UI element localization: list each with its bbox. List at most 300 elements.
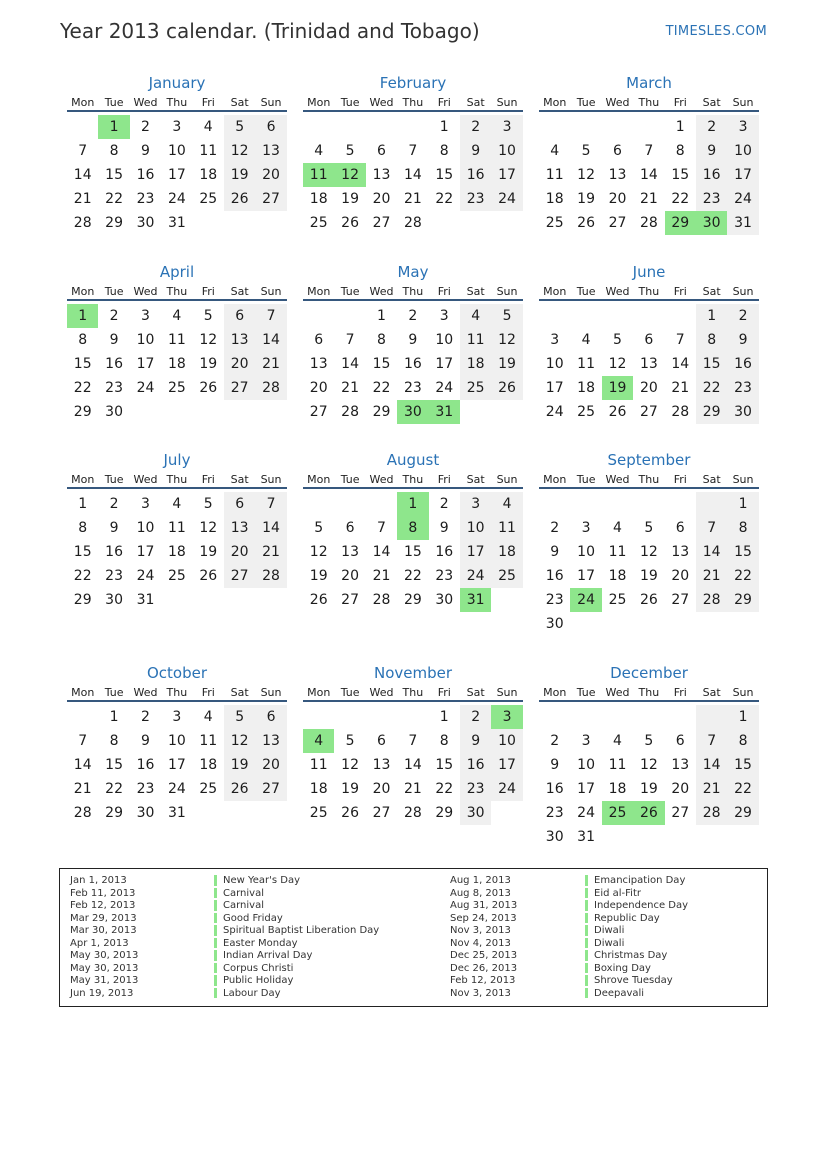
weekday-label: Sun (496, 96, 518, 109)
day-cell: 14 (696, 753, 727, 777)
weekday-header (539, 473, 759, 489)
day-cell: 18 (309, 191, 328, 207)
day-cell: 17 (460, 540, 491, 564)
day-cell: 21 (372, 568, 391, 584)
empty-day-cell (303, 304, 334, 328)
day-cell: 23 (403, 380, 422, 396)
day-cell: 15 (435, 167, 454, 183)
day-cell: 28 (255, 564, 286, 588)
empty-day-cell (366, 115, 397, 139)
day-cell: 13 (255, 729, 286, 753)
weekday-label: Mon (307, 686, 331, 699)
day-cell: 15 (403, 544, 422, 560)
day-cell: 27 (224, 564, 255, 588)
day-cell: 8 (675, 143, 685, 159)
day-cell: 8 (109, 143, 119, 159)
day-cell: 2 (550, 733, 560, 749)
empty-day-cell (570, 115, 601, 139)
day-cell: 14 (403, 167, 422, 183)
day-cell: 17 (577, 568, 595, 584)
day-cell: 3 (141, 308, 150, 324)
day-cell: 10 (167, 143, 186, 159)
day-cell: 8 (78, 332, 88, 348)
day-cell: 15 (105, 167, 123, 183)
day-cell: 10 (435, 332, 454, 348)
month-title: October (146, 664, 208, 682)
holiday-day-cell: 19 (602, 376, 633, 400)
day-cell: 29 (105, 805, 123, 821)
weekday-label: Sat (230, 686, 249, 699)
day-cell: 1 (727, 492, 758, 516)
day-cell: 7 (255, 304, 286, 328)
day-cell: 14 (372, 544, 391, 560)
weekday-label: Sun (260, 473, 282, 486)
day-cell: 5 (314, 520, 324, 536)
weekday-label: Wed (605, 285, 630, 298)
weekday-label: Fri (437, 96, 451, 109)
day-cell: 13 (341, 544, 359, 560)
empty-day-cell (539, 492, 570, 516)
day-cell: 17 (577, 781, 595, 797)
day-cell: 16 (696, 163, 727, 187)
month-march (539, 72, 759, 235)
empty-day-cell (602, 304, 633, 328)
month-july (67, 449, 287, 612)
day-cell: 20 (608, 191, 627, 207)
site-link[interactable]: TIMESLES.COM (665, 24, 767, 39)
holiday-date: Jun 19, 2013 (70, 987, 134, 999)
day-cell: 9 (727, 328, 758, 352)
day-cell: 21 (255, 540, 286, 564)
day-cell: 13 (372, 167, 391, 183)
day-cell: 12 (608, 356, 627, 372)
day-cell: 20 (309, 380, 328, 396)
day-cell: 22 (727, 777, 758, 801)
day-cell: 11 (309, 757, 328, 773)
day-cell: 16 (105, 356, 123, 372)
day-cell: 10 (491, 139, 522, 163)
holiday-date: May 31, 2013 (70, 975, 139, 986)
day-cell: 22 (696, 376, 727, 400)
day-cell: 25 (309, 215, 328, 231)
day-cell: 23 (136, 781, 155, 797)
day-cell: 12 (309, 544, 328, 560)
day-cell: 4 (172, 496, 182, 512)
empty-day-cell (67, 115, 98, 139)
day-cell: 20 (255, 163, 286, 187)
weekday-label: Fri (673, 285, 687, 298)
day-cell: 25 (167, 380, 186, 396)
empty-day-cell (397, 115, 428, 139)
day-cell: 14 (671, 356, 690, 372)
day-cell: 29 (727, 588, 758, 612)
day-cell: 23 (727, 376, 758, 400)
day-cell: 25 (460, 376, 491, 400)
empty-day-cell (570, 705, 601, 729)
day-cell: 23 (435, 568, 454, 584)
holiday-day-cell: 12 (334, 163, 365, 187)
empty-day-cell (303, 492, 334, 516)
weekday-label: Wed (605, 686, 630, 699)
weekday-label: Wed (605, 96, 630, 109)
day-cell: 3 (439, 308, 449, 324)
holiday-name: Independence Day (594, 900, 689, 911)
holiday-dates-right (450, 875, 517, 1000)
weekday-label: Sun (260, 285, 282, 298)
day-cell: 20 (341, 568, 359, 584)
weekday-label: Mon (543, 473, 567, 486)
month-title: February (379, 74, 447, 92)
day-cell: 14 (341, 356, 359, 372)
day-cell: 22 (105, 191, 123, 207)
day-cell: 2 (109, 308, 119, 324)
holiday-marker (214, 938, 217, 951)
weekday-label: Sat (466, 473, 485, 486)
weekday-label: Sun (496, 686, 518, 699)
day-cell: 17 (136, 356, 155, 372)
weekday-label: Tue (340, 285, 360, 298)
day-cell: 3 (141, 496, 150, 512)
holiday-name: Carnival (223, 900, 264, 911)
day-cell: 3 (491, 115, 522, 139)
weekday-label: Wed (369, 285, 394, 298)
day-cell: 27 (255, 777, 286, 801)
day-grid (303, 304, 523, 424)
day-cell: 21 (341, 380, 359, 396)
day-grid (303, 705, 523, 825)
day-cell: 23 (696, 187, 727, 211)
day-cell: 27 (671, 592, 690, 608)
day-cell: 29 (105, 215, 123, 231)
weekday-label: Tue (576, 96, 596, 109)
holiday-dates-left (70, 875, 138, 1000)
day-cell: 29 (696, 400, 727, 424)
holiday-name: Shrove Tuesday (594, 975, 673, 986)
day-cell: 21 (696, 777, 727, 801)
day-cell: 30 (105, 592, 123, 608)
day-cell: 18 (608, 568, 627, 584)
holiday-day-cell: 1 (67, 304, 98, 328)
empty-day-cell (570, 492, 601, 516)
day-cell: 18 (167, 544, 186, 560)
empty-day-cell (67, 705, 98, 729)
weekday-label: Mon (307, 473, 331, 486)
weekday-label: Thu (166, 285, 188, 298)
day-cell: 13 (671, 757, 690, 773)
month-title: January (148, 74, 206, 92)
day-cell: 10 (136, 520, 155, 536)
weekday-label: Tue (104, 285, 124, 298)
day-cell: 12 (199, 520, 218, 536)
day-cell: 5 (345, 733, 355, 749)
day-cell: 10 (577, 544, 595, 560)
day-cell: 14 (73, 757, 92, 773)
weekday-label: Mon (71, 285, 95, 298)
weekday-label: Sat (230, 473, 249, 486)
weekday-label: Thu (402, 686, 424, 699)
month-august (303, 449, 523, 612)
holiday-name: Carnival (223, 887, 264, 899)
holiday-day-cell: 26 (633, 801, 664, 825)
day-cell: 18 (491, 540, 522, 564)
day-cell: 12 (341, 757, 359, 773)
holiday-marker (585, 963, 588, 976)
empty-day-cell (602, 115, 633, 139)
weekday-label: Fri (437, 686, 451, 699)
weekday-label: Wed (369, 686, 394, 699)
day-cell: 20 (639, 380, 658, 396)
day-cell: 24 (545, 404, 564, 420)
day-cell: 22 (73, 380, 92, 396)
day-cell: 11 (167, 332, 186, 348)
holiday-marker (214, 900, 217, 913)
day-cell: 28 (73, 215, 92, 231)
empty-day-cell (665, 705, 696, 729)
day-cell: 25 (199, 191, 218, 207)
day-cell: 10 (491, 729, 522, 753)
day-cell: 16 (545, 781, 564, 797)
day-cell: 21 (639, 191, 658, 207)
day-cell: 16 (545, 568, 564, 584)
day-cell: 6 (613, 143, 622, 159)
weekday-label: Tue (576, 686, 596, 699)
day-cell: 4 (581, 332, 591, 348)
weekday-label: Mon (543, 686, 567, 699)
day-cell: 17 (727, 163, 758, 187)
weekday-label: Tue (340, 96, 360, 109)
day-cell: 28 (639, 215, 658, 231)
day-cell: 17 (435, 356, 454, 372)
weekday-label: Sun (732, 96, 754, 109)
empty-day-cell (602, 492, 633, 516)
month-title: December (610, 664, 688, 682)
day-cell: 26 (199, 380, 218, 396)
weekday-header (67, 686, 287, 702)
day-cell: 31 (727, 211, 758, 235)
weekday-label: Thu (166, 96, 188, 109)
day-cell: 6 (345, 520, 355, 536)
day-cell: 21 (255, 352, 286, 376)
day-cell: 30 (105, 404, 123, 420)
day-cell: 11 (577, 356, 595, 372)
holiday-names-left (223, 875, 379, 1000)
day-cell: 7 (696, 516, 727, 540)
day-cell: 4 (203, 119, 213, 135)
day-grid (67, 304, 287, 424)
day-cell: 26 (224, 187, 255, 211)
holiday-marker (585, 925, 588, 938)
day-cell: 25 (577, 404, 595, 420)
weekday-label: Sun (496, 285, 518, 298)
weekday-label: Sun (260, 96, 282, 109)
month-november (303, 662, 523, 825)
holiday-day-cell: 29 (665, 211, 696, 235)
empty-day-cell (570, 304, 601, 328)
holiday-date: Mar 29, 2013 (70, 912, 137, 924)
day-grid (67, 492, 287, 612)
day-cell: 15 (696, 352, 727, 376)
day-cell: 22 (727, 564, 758, 588)
day-cell: 19 (199, 356, 218, 372)
day-cell: 5 (224, 705, 255, 729)
day-cell: 7 (78, 143, 88, 159)
holiday-name: Corpus Christi (223, 962, 294, 974)
holiday-date: Feb 12, 2013 (450, 975, 516, 986)
day-cell: 26 (639, 592, 658, 608)
holiday-name: Indian Arrival Day (223, 950, 313, 961)
day-cell: 21 (73, 191, 92, 207)
day-cell: 24 (727, 187, 758, 211)
day-cell: 21 (403, 191, 422, 207)
weekday-label: Mon (71, 686, 95, 699)
weekday-label: Sat (230, 96, 249, 109)
day-cell: 20 (224, 540, 255, 564)
day-cell: 3 (581, 520, 591, 536)
day-cell: 12 (639, 544, 658, 560)
weekday-label: Tue (104, 686, 124, 699)
day-cell: 3 (172, 709, 182, 725)
empty-day-cell (334, 115, 365, 139)
day-cell: 22 (435, 781, 454, 797)
day-cell: 11 (199, 143, 218, 159)
weekday-header (67, 285, 287, 301)
holiday-marker (214, 888, 217, 901)
day-cell: 31 (167, 805, 186, 821)
day-cell: 20 (372, 781, 391, 797)
day-cell: 4 (460, 304, 491, 328)
holiday-marker (585, 913, 588, 926)
day-cell: 27 (639, 404, 658, 420)
weekday-label: Thu (402, 96, 424, 109)
month-title: July (163, 451, 191, 469)
day-cell: 1 (675, 119, 685, 135)
holiday-marker (214, 963, 217, 976)
day-cell: 7 (255, 492, 286, 516)
day-cell: 24 (167, 191, 186, 207)
holiday-name: Public Holiday (223, 975, 294, 986)
weekday-label: Sat (702, 285, 721, 298)
day-cell: 8 (439, 143, 449, 159)
day-grid (67, 705, 287, 825)
day-cell: 9 (460, 729, 491, 753)
holiday-day-cell: 30 (696, 211, 727, 235)
day-grid (539, 115, 759, 235)
day-cell: 23 (460, 777, 491, 801)
page-title: Year 2013 calendar. (Trinidad and Tobago) (60, 19, 480, 43)
day-cell: 2 (141, 709, 150, 725)
holiday-day-cell: 31 (460, 588, 491, 612)
day-cell: 14 (639, 167, 658, 183)
day-cell: 30 (460, 801, 491, 825)
holiday-date: May 30, 2013 (70, 950, 139, 961)
holiday-marker (214, 875, 217, 888)
day-cell: 26 (199, 568, 218, 584)
day-cell: 14 (255, 516, 286, 540)
weekday-label: Sun (732, 686, 754, 699)
day-cell: 2 (460, 705, 491, 729)
day-cell: 21 (403, 781, 422, 797)
day-cell: 19 (309, 568, 328, 584)
day-cell: 19 (577, 191, 595, 207)
day-grid (539, 304, 759, 424)
day-cell: 2 (408, 308, 418, 324)
day-cell: 2 (460, 115, 491, 139)
weekday-label: Thu (402, 285, 424, 298)
holiday-marker (585, 900, 588, 913)
weekday-header (303, 473, 523, 489)
day-cell: 28 (73, 805, 92, 821)
empty-day-cell (665, 492, 696, 516)
day-cell: 27 (372, 215, 391, 231)
day-cell: 16 (727, 352, 758, 376)
day-cell: 6 (255, 705, 286, 729)
weekday-label: Fri (673, 96, 687, 109)
day-cell: 17 (136, 544, 155, 560)
day-cell: 5 (203, 308, 213, 324)
day-cell: 24 (136, 568, 155, 584)
weekday-label: Mon (543, 285, 567, 298)
empty-day-cell (633, 705, 664, 729)
day-cell: 19 (224, 753, 255, 777)
holiday-name: Labour Day (223, 987, 281, 999)
holiday-day-cell: 3 (491, 705, 522, 729)
weekday-label: Sun (496, 473, 518, 486)
holiday-date: Aug 1, 2013 (450, 875, 511, 886)
day-cell: 22 (403, 568, 422, 584)
day-cell: 26 (341, 215, 359, 231)
day-cell: 2 (141, 119, 150, 135)
day-cell: 29 (372, 404, 391, 420)
day-cell: 13 (639, 356, 658, 372)
day-cell: 29 (73, 592, 92, 608)
day-cell: 13 (224, 516, 255, 540)
day-cell: 6 (675, 733, 685, 749)
day-cell: 9 (550, 757, 560, 773)
holiday-date: Feb 11, 2013 (70, 887, 136, 899)
holiday-marker (585, 975, 588, 988)
weekday-header (539, 96, 759, 112)
day-cell: 9 (109, 332, 119, 348)
day-cell: 6 (224, 492, 255, 516)
holiday-name: Easter Monday (223, 937, 298, 949)
month-title: June (632, 263, 666, 281)
day-cell: 22 (73, 568, 92, 584)
day-cell: 9 (408, 332, 418, 348)
holiday-date: May 30, 2013 (70, 962, 139, 974)
day-cell: 18 (577, 380, 595, 396)
holiday-date: Dec 26, 2013 (450, 962, 518, 974)
holiday-name: New Year's Day (223, 875, 301, 886)
holiday-marker (585, 875, 588, 888)
weekday-label: Mon (307, 96, 331, 109)
month-title: September (607, 451, 691, 469)
weekday-label: Mon (71, 96, 95, 109)
day-cell: 19 (341, 781, 359, 797)
day-cell: 26 (309, 592, 328, 608)
day-grid (303, 492, 523, 612)
weekday-label: Sat (466, 96, 485, 109)
day-cell: 15 (727, 540, 758, 564)
day-cell: 9 (439, 520, 449, 536)
holiday-day-cell: 1 (98, 115, 129, 139)
day-cell: 23 (105, 380, 123, 396)
day-cell: 13 (309, 356, 328, 372)
day-cell: 3 (727, 115, 758, 139)
weekday-header (303, 96, 523, 112)
weekday-label: Wed (605, 473, 630, 486)
day-cell: 15 (105, 757, 123, 773)
day-cell: 28 (255, 376, 286, 400)
